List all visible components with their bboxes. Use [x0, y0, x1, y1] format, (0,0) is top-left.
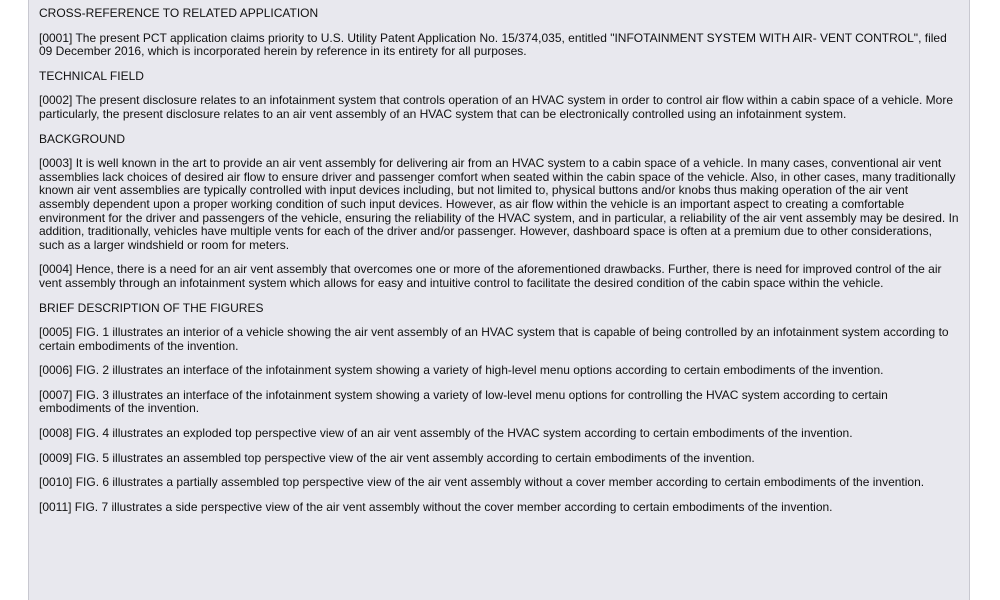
paragraph-0004: [0004] Hence, there is a need for an air vent assembly that overcomes one or more of the aforementioned drawbacks. Further, there is need for improved control of the air vent assembly through an infotainment system which allows for easy and intuitive control to facilitate the desired condition of the cabin space within the vehicle. [39, 262, 942, 290]
paragraph-0003: [0003] It is well known in the art to provide an air vent assembly for delivering air from an HVAC system to a cabin space of a vehicle. In many cases, conventional air vent assemblies lack choices of desired air flow to ensure driver and passenger comfort when seated within the cabin space of the vehicle. Also, in other cases, many traditionally known air vent assemblies are typically controlled with input devices including, but not limited to, physical buttons and/or knobs thus making operation of the air vent assembly dependent upon a proper working condition of such input devices. However, as air flow within the vehicle is an important aspect to creating a comfortable environment for the driver and passengers of the vehicle, ensuring the reliability of the HVAC system, and in particular, a reliability of the air vent assembly may be desired. In addition, traditionally, vehicles have multiple vents for each of the driver and/or passenger. However, dashboard space is often at a premium due to other considerations, such as a larger windshield or room for meters. [39, 156, 959, 252]
paragraph-0010: [0010] FIG. 6 illustrates a partially assembled top perspective view of the air vent assembly without a cover member according to certain embodiments of the invention. [39, 475, 925, 490]
paragraph-0009: [0009] FIG. 5 illustrates an assembled top perspective view of the air vent assembly according to certain embodiments of the invention. [39, 450, 755, 465]
document-panel [28, 0, 970, 600]
section-heading-technical-field: TECHNICAL FIELD [39, 68, 144, 83]
paragraph-0005: [0005] FIG. 1 illustrates an interior of a vehicle showing the air vent assembly of an HVAC system that is capable of being controlled by an infotainment system according to certain embodiments of the invention. [39, 325, 949, 353]
section-heading-cross-reference: CROSS-REFERENCE TO RELATED APPLICATION [39, 6, 319, 20]
paragraph-0007: [0007] FIG. 3 illustrates an interface of the infotainment system showing a variety of low-level menu options for controlling the HVAC system according to certain embodiments of the invention. [39, 387, 888, 416]
paragraph-0008: [0008] FIG. 4 illustrates an exploded top perspective view of an air vent assembly of the HVAC system according to certain embodiments of the invention. [39, 426, 853, 441]
paragraph-0011: [0011] FIG. 7 illustrates a side perspective view of the air vent assembly without the cover member according to certain embodiments of the invention. [39, 499, 833, 514]
paragraph-0001: [0001] The present PCT application claims priority to U.S. Utility Patent Application No. 15/374,035, entitled "INFOTAINMENT SYSTEM WITH AIR- VENT CONTROL", filed 09 December 2016, which is incorporated herein by reference in its entirety for all purposes. [39, 30, 947, 59]
section-heading-background: BACKGROUND [39, 131, 126, 146]
paragraph-0006: [0006] FIG. 2 illustrates an interface of the infotainment system showing a variety of high-level menu options according to certain embodiments of the invention. [39, 363, 884, 378]
document-content [39, 7, 959, 514]
section-heading-brief-description: BRIEF DESCRIPTION OF THE FIGURES [39, 300, 264, 315]
paragraph-0002: [0002] The present disclosure relates to an infotainment system that controls operation of an HVAC system in order to control air flow within a cabin space of a vehicle. More particularly, the present disclosure relates to an air vent assembly of an HVAC system that can be electronically controlled using an infotainment system. [39, 93, 954, 121]
